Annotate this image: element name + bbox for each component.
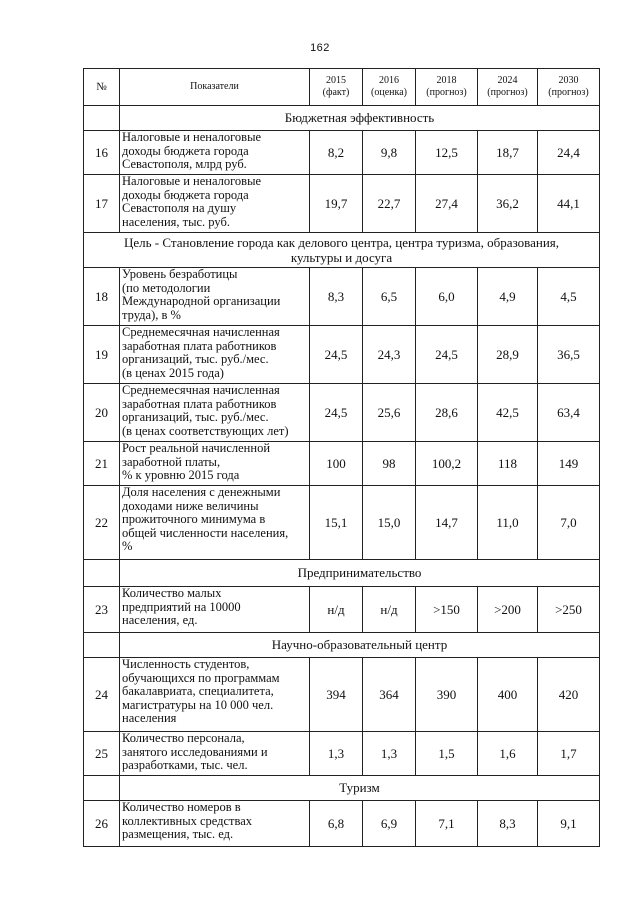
value-cell: 100 bbox=[310, 442, 363, 486]
header-year: 2016 (оценка) bbox=[363, 69, 416, 106]
value-cell: 1,3 bbox=[310, 732, 363, 776]
row-number: 17 bbox=[84, 175, 120, 233]
header-year: 2024 (прогноз) bbox=[478, 69, 538, 106]
value-cell: 7,1 bbox=[416, 801, 478, 847]
value-cell: 118 bbox=[478, 442, 538, 486]
value-cell: н/д bbox=[310, 587, 363, 633]
section-tourism: Туризм bbox=[120, 776, 600, 801]
value-cell: 4,9 bbox=[478, 268, 538, 326]
value-cell: 36,2 bbox=[478, 175, 538, 233]
value-cell: 15,0 bbox=[363, 486, 416, 560]
row-number: 18 bbox=[84, 268, 120, 326]
value-cell: 8,3 bbox=[310, 268, 363, 326]
section-science: Научно-образовательный центр bbox=[120, 633, 600, 658]
table-row bbox=[84, 801, 600, 847]
section-budget: Бюджетная эффективность bbox=[120, 106, 600, 131]
indicator-label: Численность студентов, обучающихся по программам бакалавриата, специалитета, магистратуры на 10 000 чел. населения bbox=[120, 658, 310, 732]
table-row bbox=[84, 175, 600, 233]
section-row bbox=[84, 633, 600, 658]
indicator-label: Количество номеров в коллективных средствах размещения, тыс. ед. bbox=[120, 801, 310, 847]
indicator-label: Налоговые и неналоговые доходы бюджета города Севастополя, млрд руб. bbox=[120, 131, 310, 175]
row-number: 23 bbox=[84, 587, 120, 633]
row-number: 22 bbox=[84, 486, 120, 560]
value-cell: 8,3 bbox=[478, 801, 538, 847]
indicator-label: Налоговые и неналоговые доходы бюджета города Севастополя на душу населения, тыс. руб. bbox=[120, 175, 310, 233]
header-indicator: Показатели bbox=[120, 69, 310, 106]
value-cell: 1,5 bbox=[416, 732, 478, 776]
value-cell: 24,5 bbox=[310, 326, 363, 384]
value-cell: 400 bbox=[478, 658, 538, 732]
row-number: 19 bbox=[84, 326, 120, 384]
header-row bbox=[84, 69, 600, 106]
row-number: 24 bbox=[84, 658, 120, 732]
value-cell: 1,7 bbox=[538, 732, 600, 776]
goal-text: Цель - Становление города как делового центра, центра туризма, образования, культуры и досуга bbox=[84, 233, 600, 268]
value-cell: 8,2 bbox=[310, 131, 363, 175]
value-cell: 364 bbox=[363, 658, 416, 732]
value-cell: 7,0 bbox=[538, 486, 600, 560]
value-cell: 24,3 bbox=[363, 326, 416, 384]
value-cell: 28,9 bbox=[478, 326, 538, 384]
table-row bbox=[84, 587, 600, 633]
value-cell: 36,5 bbox=[538, 326, 600, 384]
header-year: 2030 (прогноз) bbox=[538, 69, 600, 106]
value-cell: 6,8 bbox=[310, 801, 363, 847]
row-number: 26 bbox=[84, 801, 120, 847]
value-cell: 12,5 bbox=[416, 131, 478, 175]
value-cell: 9,1 bbox=[538, 801, 600, 847]
section-row bbox=[84, 560, 600, 587]
indicator-label: Среднемесячная начисленная заработная плата работников организаций, тыс. руб./мес. (в ценах соответствующих лет) bbox=[120, 384, 310, 442]
table-row bbox=[84, 268, 600, 326]
row-number: 25 bbox=[84, 732, 120, 776]
value-cell: 98 bbox=[363, 442, 416, 486]
value-cell: 4,5 bbox=[538, 268, 600, 326]
table-row bbox=[84, 732, 600, 776]
table-row bbox=[84, 486, 600, 560]
table-row bbox=[84, 658, 600, 732]
section-row bbox=[84, 106, 600, 131]
value-cell: 44,1 bbox=[538, 175, 600, 233]
value-cell: 15,1 bbox=[310, 486, 363, 560]
value-cell: 28,6 bbox=[416, 384, 478, 442]
indicator-label: Доля населения с денежными доходами ниже величины прожиточного минимума в общей численности населения, % bbox=[120, 486, 310, 560]
indicator-label: Среднемесячная начисленная заработная плата работников организаций, тыс. руб./мес. (в ценах 2015 года) bbox=[120, 326, 310, 384]
value-cell: >250 bbox=[538, 587, 600, 633]
value-cell: 6,0 bbox=[416, 268, 478, 326]
value-cell: 42,5 bbox=[478, 384, 538, 442]
value-cell: 24,5 bbox=[416, 326, 478, 384]
value-cell: 25,6 bbox=[363, 384, 416, 442]
table-row bbox=[84, 384, 600, 442]
value-cell: 390 bbox=[416, 658, 478, 732]
value-cell: 19,7 bbox=[310, 175, 363, 233]
value-cell: 24,4 bbox=[538, 131, 600, 175]
indicator-label: Уровень безработицы (по методологии Международной организации труда), в % bbox=[120, 268, 310, 326]
indicators-table bbox=[83, 68, 600, 847]
page-number: 162 bbox=[310, 42, 330, 54]
table-row bbox=[84, 326, 600, 384]
value-cell: 149 bbox=[538, 442, 600, 486]
value-cell: 9,8 bbox=[363, 131, 416, 175]
value-cell: 18,7 bbox=[478, 131, 538, 175]
table-row bbox=[84, 131, 600, 175]
row-number: 21 bbox=[84, 442, 120, 486]
indicator-label: Количество персонала, занятого исследованиями и разработками, тыс. чел. bbox=[120, 732, 310, 776]
value-cell: н/д bbox=[363, 587, 416, 633]
value-cell: 420 bbox=[538, 658, 600, 732]
section-business: Предпринимательство bbox=[120, 560, 600, 587]
value-cell: 394 bbox=[310, 658, 363, 732]
value-cell: 6,9 bbox=[363, 801, 416, 847]
value-cell: 24,5 bbox=[310, 384, 363, 442]
value-cell: 14,7 bbox=[416, 486, 478, 560]
value-cell: >150 bbox=[416, 587, 478, 633]
value-cell: 100,2 bbox=[416, 442, 478, 486]
header-year: 2018 (прогноз) bbox=[416, 69, 478, 106]
row-number: 16 bbox=[84, 131, 120, 175]
header-year: 2015 (факт) bbox=[310, 69, 363, 106]
value-cell: 6,5 bbox=[363, 268, 416, 326]
goal-row bbox=[84, 233, 600, 268]
row-number: 20 bbox=[84, 384, 120, 442]
header-num: № bbox=[84, 69, 120, 106]
value-cell: 1,3 bbox=[363, 732, 416, 776]
value-cell: 22,7 bbox=[363, 175, 416, 233]
value-cell: 11,0 bbox=[478, 486, 538, 560]
table-row bbox=[84, 442, 600, 486]
section-row bbox=[84, 776, 600, 801]
value-cell: 63,4 bbox=[538, 384, 600, 442]
value-cell: >200 bbox=[478, 587, 538, 633]
indicator-label: Количество малых предприятий на 10000 населения, ед. bbox=[120, 587, 310, 633]
value-cell: 27,4 bbox=[416, 175, 478, 233]
value-cell: 1,6 bbox=[478, 732, 538, 776]
indicator-label: Рост реальной начисленной заработной платы, % к уровню 2015 года bbox=[120, 442, 310, 486]
